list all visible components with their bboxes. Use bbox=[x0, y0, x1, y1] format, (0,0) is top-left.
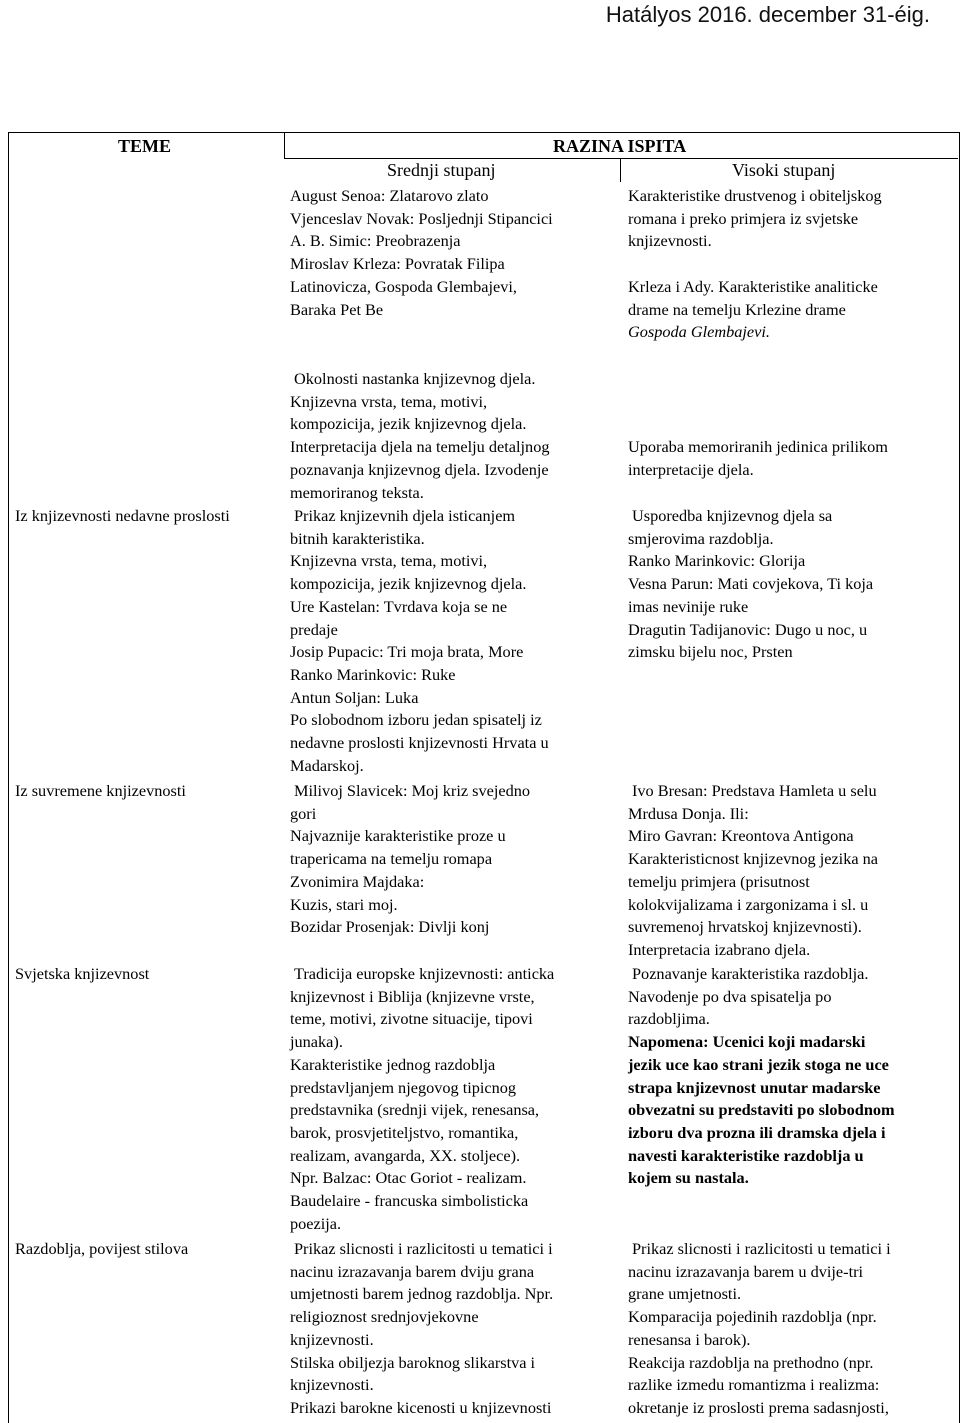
text-line: knjizevnosti. bbox=[628, 231, 712, 251]
text-line: poznavanja knjizevnog djela. Izvodenje bbox=[290, 459, 549, 479]
text-line: poezija. bbox=[290, 1213, 342, 1233]
text-line: razdobljima. bbox=[628, 1009, 710, 1029]
header-divider-teme bbox=[284, 132, 285, 158]
text-line: Prikazi barokne kicenosti u knjizevnosti bbox=[290, 1397, 552, 1417]
text-line: suvremenoj hrvatskoj knjizevnosti). bbox=[628, 917, 862, 937]
note-line: navesti karakteristike razdoblja u bbox=[628, 1145, 864, 1165]
text-line: nacinu izrazavanja barem u dvije-tri bbox=[628, 1261, 864, 1281]
text-line: Bozidar Prosenjak: Divlji konj bbox=[290, 917, 490, 937]
text-line: teme, motivi, zivotne situacije, tipovi bbox=[290, 1009, 533, 1029]
text-line: Karakteristike drustvenog i obiteljskog bbox=[628, 186, 882, 205]
text-line: Ranko Marinkovic: Ruke bbox=[290, 664, 456, 684]
text-line: barok, prosvjetiteljstvo, romantika, bbox=[290, 1122, 519, 1142]
text-line: Miroslav Krleza: Povratak Filipa bbox=[290, 254, 505, 274]
row2-theme bbox=[15, 505, 230, 528]
col-header-visoki: Visoki stupanj bbox=[732, 160, 836, 180]
text-line: okretanje iz proslosti prema sadasnjosti, bbox=[628, 1397, 889, 1417]
text-line: A. B. Simic: Preobrazenja bbox=[290, 231, 461, 251]
row3-theme bbox=[15, 780, 186, 803]
text-line: predstavnika (srednji vijek, renesansa, bbox=[290, 1100, 540, 1120]
col-header-razina: RAZINA ISPITA bbox=[553, 136, 687, 156]
text-line: realizam, avangarda, XX. stoljece). bbox=[290, 1145, 521, 1165]
text-line: trapericama na temelju romapa bbox=[290, 849, 493, 869]
text-line: Npr. Balzac: Otac Goriot - realizam. bbox=[290, 1168, 527, 1188]
text-line: Milivoj Slavicek: Moj kriz svejedno bbox=[294, 781, 531, 800]
text-line: Uporaba memoriranih jedinica prilikom bbox=[628, 437, 888, 456]
text-line: Miro Gavran: Kreontova Antigona bbox=[628, 826, 854, 846]
text-line: Baraka Pet Be bbox=[290, 299, 384, 319]
text-line: knjizevnosti. bbox=[290, 1375, 374, 1395]
note-line: Napomena: Ucenici koji madarski bbox=[628, 1032, 866, 1052]
text-line bbox=[628, 253, 882, 276]
text-line: Najvaznije karakteristike proze u bbox=[290, 826, 506, 846]
text-line: gori bbox=[290, 803, 317, 823]
row5-visoki bbox=[628, 1238, 891, 1420]
text-line: Ranko Marinkovic: Glorija bbox=[628, 551, 806, 571]
header-divider-levels bbox=[620, 158, 621, 182]
text-line: drame na temelju Krlezine drame bbox=[628, 299, 846, 319]
text-line: renesansa i barok). bbox=[628, 1329, 751, 1349]
text-line: romana i preko primjera iz svjetske bbox=[628, 208, 859, 228]
text-line: umjetnosti barem jednog razdoblja. Npr. bbox=[290, 1284, 554, 1304]
row5-theme bbox=[15, 1238, 188, 1261]
note-line: kojem su nastala. bbox=[628, 1168, 749, 1188]
row3-visoki bbox=[628, 780, 879, 962]
col-header-teme: TEME bbox=[118, 136, 172, 156]
text-line: Gospoda Glembajevi. bbox=[628, 322, 770, 342]
text-line: predstavljanjem njegovog tipicnog bbox=[290, 1077, 517, 1097]
text-line: Okolnosti nastanka knjizevnog djela. bbox=[294, 369, 536, 388]
text-line: Zvonimira Majdaka: bbox=[290, 871, 425, 891]
text-line: Po slobodnom izboru jedan spisatelj iz bbox=[290, 710, 542, 730]
text-line: Interpretacija djela na temelju detaljnog bbox=[290, 437, 550, 457]
text-line: Ivo Bresan: Predstava Hamleta u selu bbox=[632, 781, 877, 800]
text-line: zimsku bijelu noc, Prsten bbox=[628, 642, 793, 662]
text-line: Kuzis, stari moj. bbox=[290, 894, 398, 914]
text-line: predaje bbox=[290, 619, 338, 639]
text-line: Knjizevna vrsta, tema, motivi, bbox=[290, 391, 488, 411]
text-line: Karakteristicnost knjizevnog jezika na bbox=[628, 849, 879, 869]
text-line: Latinovicza, Gospoda Glembajevi, bbox=[290, 276, 517, 296]
text-line: Reakcija razdoblja na prethodno (npr. bbox=[628, 1352, 874, 1372]
row5-srednji bbox=[290, 1238, 554, 1420]
text-line: Baudelaire - francuska simbolisticka bbox=[290, 1191, 529, 1211]
text-line: Prikaz slicnosti i razlicitosti u tematici i bbox=[632, 1239, 891, 1258]
text-line: August Senoa: Zlatarovo zlato bbox=[290, 186, 489, 205]
text-line: Prikaz knjizevnih djela isticanjem bbox=[294, 506, 516, 525]
text-line: grane umjetnosti. bbox=[628, 1284, 742, 1304]
row4-theme bbox=[15, 963, 149, 986]
note-line: strapa knjizevnost unutar madarske bbox=[628, 1077, 881, 1097]
row4-srednji bbox=[290, 963, 555, 1235]
text-line: Dragutin Tadijanovic: Dugo u noc, u bbox=[628, 619, 868, 639]
col-header-srednji: Srednji stupanj bbox=[387, 160, 496, 180]
row0-visoki bbox=[628, 185, 882, 344]
text-line: memoriranog teksta. bbox=[290, 482, 424, 502]
text-line: Karakteristike jednog razdoblja bbox=[290, 1054, 496, 1074]
text-line: Iz suvremene knjizevnosti bbox=[15, 781, 186, 800]
text-line: Ure Kastelan: Tvrdava koja se ne bbox=[290, 596, 508, 616]
text-line: Vjenceslav Novak: Posljednji Stipancici bbox=[290, 208, 553, 228]
header-divider-razina bbox=[284, 158, 958, 159]
text-line: Razdoblja, povijest stilova bbox=[15, 1239, 189, 1258]
text-line: Usporedba knjizevnog djela sa bbox=[632, 506, 833, 525]
text-line: knjizevnost i Biblija (knjizevne vrste, bbox=[290, 986, 535, 1006]
text-line: Madarskoj. bbox=[290, 755, 364, 775]
text-line: kompozicija, jezik knjizevnog djela. bbox=[290, 574, 527, 594]
text-line: Antun Soljan: Luka bbox=[290, 687, 419, 707]
row3-srednji bbox=[290, 780, 531, 939]
text-line: Komparacija pojedinih razdoblja (npr. bbox=[628, 1307, 877, 1327]
text-line: Stilska obiljezja baroknog slikarstva i bbox=[290, 1352, 536, 1372]
text-line: Poznavanje karakteristika razdoblja. bbox=[632, 964, 869, 983]
row4-visoki bbox=[628, 963, 895, 1190]
text-line: Iz knjizevnosti nedavne proslosti bbox=[15, 506, 230, 525]
text-line: kompozicija, jezik knjizevnog djela. bbox=[290, 414, 527, 434]
text-line: Navodenje po dva spisatelja po bbox=[628, 986, 832, 1006]
text-line: kolokvijalizama i zargonizama i sl. u bbox=[628, 894, 869, 914]
text-line: interpretacije djela. bbox=[628, 459, 754, 479]
row1-srednji bbox=[290, 368, 550, 504]
text-line: Interpretacia izabrano djela. bbox=[628, 939, 811, 959]
text-line: smjerovima razdoblja. bbox=[628, 528, 774, 548]
text-line: Josip Pupacic: Tri moja brata, More bbox=[290, 642, 524, 662]
text-line: Vesna Parun: Mati covjekova, Ti koja bbox=[628, 574, 874, 594]
text-line: imas nevinije ruke bbox=[628, 596, 749, 616]
text-line: Knjizevna vrsta, tema, motivi, bbox=[290, 551, 488, 571]
text-line: nedavne proslosti knjizevnosti Hrvata u bbox=[290, 733, 549, 753]
row0-srednji bbox=[290, 185, 553, 321]
text-line: junaka). bbox=[290, 1032, 343, 1052]
text-line: Tradicija europske knjizevnosti: anticka bbox=[294, 964, 555, 983]
text-line: Svjetska knjizevnost bbox=[15, 964, 150, 983]
note-line: izboru dva prozna ili dramska djela i bbox=[628, 1122, 886, 1142]
row2-srednji bbox=[290, 505, 549, 777]
text-line: temelju primjera (prisutnost bbox=[628, 871, 810, 891]
row1-visoki bbox=[628, 436, 888, 481]
text-line: Mrdusa Donja. Ili: bbox=[628, 803, 749, 823]
text-line: razlike izmedu romantizma i realizma: bbox=[628, 1375, 880, 1395]
row2-visoki bbox=[628, 505, 874, 664]
note-line: obvezatni su predstaviti po slobodnom bbox=[628, 1100, 895, 1120]
text-line: bitnih karakteristika. bbox=[290, 528, 425, 548]
text-line: Prikaz slicnosti i razlicitosti u tematici i bbox=[294, 1239, 553, 1258]
page-header: Hatályos 2016. december 31-éig. bbox=[605, 2, 930, 27]
text-line: knjizevnosti. bbox=[290, 1329, 374, 1349]
text-line: nacinu izrazavanja barem dviju grana bbox=[290, 1261, 535, 1281]
note-line: jezik uce kao strani jezik stoga ne uce bbox=[628, 1054, 889, 1074]
text-line: Krleza i Ady. Karakteristike analiticke bbox=[628, 276, 878, 296]
text-line: religioznost srednjovjekovne bbox=[290, 1307, 479, 1327]
